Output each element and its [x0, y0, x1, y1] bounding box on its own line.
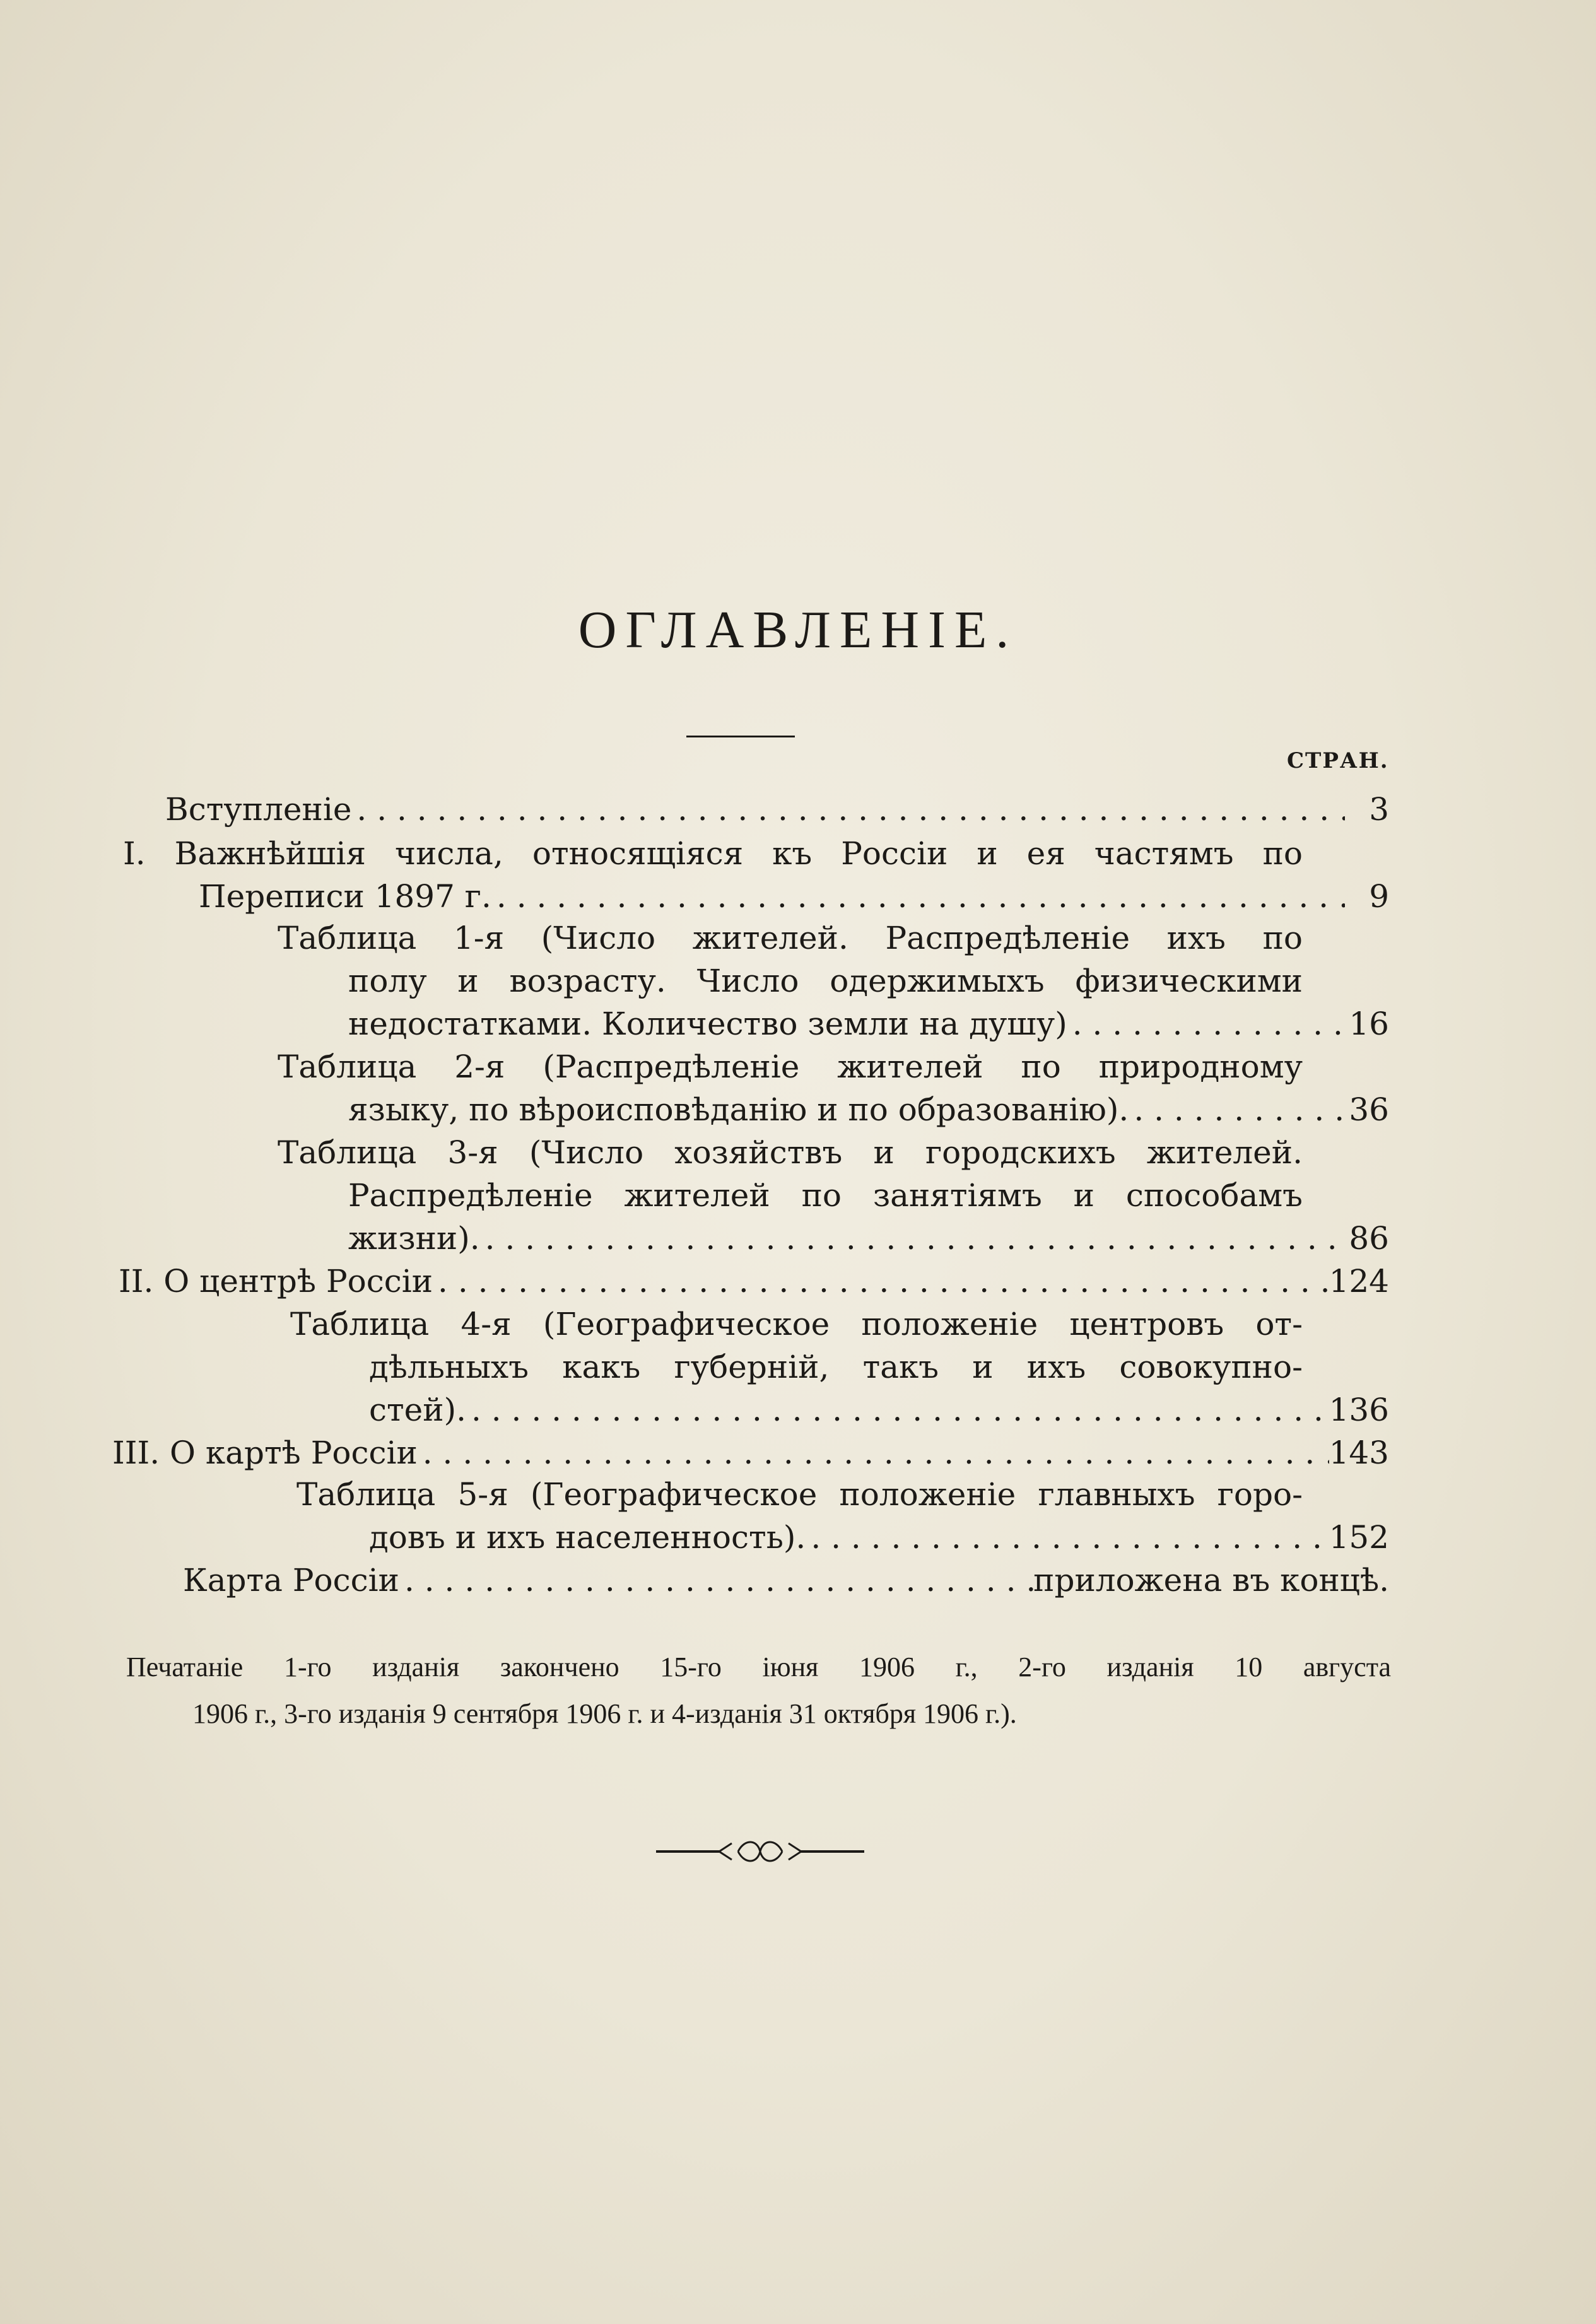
toc-entry-page: приложена въ концѣ.: [1033, 1562, 1389, 1599]
dot-leader: [399, 1558, 1033, 1602]
toc-entry-text-line: Таблица 2-я (Распредѣленіе жителей по природному: [278, 1048, 1303, 1085]
toc-entry-text: Вступленіе: [165, 791, 352, 828]
dot-leader: [418, 1431, 1329, 1475]
toc-entry-section-2[interactable]: [119, 1259, 1389, 1303]
toc-entry-table-1[interactable]: [348, 1002, 1389, 1046]
toc-entry-map[interactable]: [183, 1558, 1389, 1602]
printing-note: [126, 1644, 1391, 1691]
toc-entry-text: III. О картѣ Россіи: [112, 1435, 418, 1471]
toc-entry-text-line: Таблица 3-я (Число хозяйствъ и городскихъ жителей.: [278, 1134, 1303, 1171]
toc-entry-line: [296, 1472, 1303, 1517]
toc-entry-text: Карта Россіи: [183, 1562, 399, 1599]
toc-entry-line: [278, 1130, 1303, 1175]
toc-entry-text-line: Таблица 4-я (Географическое положеніе центровъ от-: [290, 1306, 1303, 1342]
toc-entry-line: [369, 1345, 1303, 1389]
toc-entry-section-3[interactable]: [112, 1431, 1389, 1475]
toc-entry-text: стей).: [369, 1392, 466, 1428]
toc-entry-line: [278, 1045, 1303, 1089]
dot-leader: [433, 1259, 1329, 1303]
toc-entry-table-4[interactable]: [369, 1388, 1389, 1432]
dot-leader: [480, 1216, 1345, 1260]
toc-entry-text-line: I. Важнѣйшія числа, относящіяся къ Россіи и ея частямъ по: [123, 835, 1303, 872]
printing-note-line: Печатаніе 1-го изданія закончено 15-го іюня 1906 г., 2-го изданія 10 августа: [126, 1652, 1391, 1682]
toc-entry-page: 3: [1369, 791, 1389, 828]
printing-note: [192, 1691, 1366, 1737]
toc-entry-line: [123, 831, 1303, 876]
toc-entry-text: довъ и ихъ населенность).: [369, 1519, 806, 1556]
toc-entry-page: 86: [1349, 1220, 1389, 1257]
toc-entry-section-1[interactable]: [199, 874, 1389, 918]
dot-leader: [466, 1388, 1329, 1432]
dot-leader: [1129, 1088, 1345, 1132]
toc-entry-text-line: дѣльныхъ какъ губерній, такъ и ихъ совокупно-: [369, 1349, 1303, 1385]
toc-entry-introduction[interactable]: [165, 787, 1389, 831]
toc-entry-page: 16: [1349, 1006, 1389, 1042]
toc-entry-text: языку, по вѣроисповѣданію и по образованію).: [348, 1091, 1129, 1128]
toc-entry-text: II. О центрѣ Россіи: [119, 1263, 433, 1300]
toc-entry-page: 36: [1349, 1091, 1389, 1128]
dot-leader: [1067, 1002, 1345, 1046]
toc-entry-table-2[interactable]: [348, 1088, 1389, 1132]
toc-entry-text: жизни).: [348, 1220, 480, 1257]
toc-entry-text: Переписи 1897 г.: [199, 878, 491, 915]
dot-leader: [351, 787, 1345, 831]
toc-entry-page: 9: [1369, 878, 1389, 915]
page-title: ОГЛАВЛЕНІЕ.: [578, 601, 1018, 659]
toc-entry-text-line: Распредѣленіе жителей по занятіямъ и способамъ: [348, 1177, 1303, 1214]
ornament-flourish-icon: [656, 1836, 864, 1867]
toc-entry-page: 143: [1329, 1435, 1389, 1471]
toc-entry-page: 152: [1329, 1519, 1389, 1556]
toc-entry-table-5[interactable]: [369, 1515, 1389, 1559]
toc-entry-line: [290, 1302, 1303, 1346]
toc-entry-line: [278, 916, 1303, 960]
toc-entry-page: 124: [1329, 1263, 1389, 1300]
toc-entry-page: 136: [1329, 1392, 1389, 1428]
toc-entry-text-line: Таблица 1-я (Число жителей. Распредѣленіе ихъ по: [278, 920, 1303, 956]
toc-entry-line: [348, 959, 1303, 1003]
toc-entry-text-line: Таблица 5-я (Географическое положеніе главныхъ горо-: [296, 1476, 1303, 1513]
toc-entry-text-line: полу и возрасту. Число одержимыхъ физическими: [348, 963, 1303, 999]
dot-leader: [806, 1515, 1329, 1559]
page-column-header: СТРАН.: [1287, 748, 1389, 773]
toc-entry-text: недостатками. Количество земли на душу): [348, 1006, 1067, 1042]
toc-entry-line: [348, 1173, 1303, 1218]
printing-note-line: 1906 г., 3-го изданія 9 сентября 1906 г. и 4-изданія 31 октября 1906 г.).: [192, 1698, 1017, 1729]
dot-leader: [491, 874, 1345, 918]
toc-entry-table-3[interactable]: [348, 1216, 1389, 1260]
